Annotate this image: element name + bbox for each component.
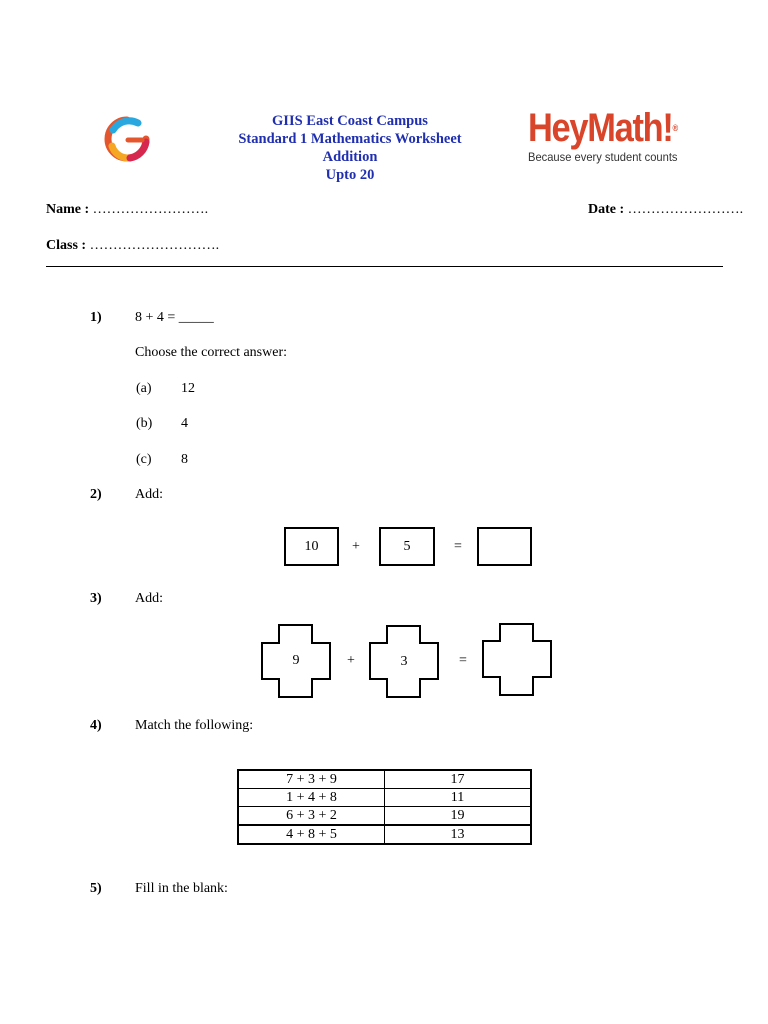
question-3-prompt: Add:	[135, 591, 163, 606]
date-label: Date :	[588, 202, 625, 217]
option-c-letter: (c)	[136, 452, 152, 467]
date-dots: …………………….	[627, 202, 744, 217]
question-2-number: 2)	[90, 487, 102, 502]
heymath-tagline: Because every student counts	[528, 150, 678, 164]
q2-addend-a-box	[284, 527, 339, 566]
q3-equals-sign: =	[459, 653, 467, 668]
question-1-prompt: Choose the correct answer:	[135, 345, 287, 360]
question-4-prompt: Match the following:	[135, 718, 254, 733]
match-row	[238, 825, 531, 844]
q3-addend-b-cross	[369, 625, 439, 698]
q3-plus-sign: +	[347, 653, 355, 668]
question-2-prompt: Add:	[135, 487, 163, 502]
match-answer[interactable]: 11	[385, 789, 532, 807]
class-field[interactable]	[46, 238, 219, 254]
school-logo-icon	[104, 116, 150, 162]
name-label: Name :	[46, 202, 90, 217]
class-label: Class :	[46, 238, 87, 253]
match-expression[interactable]: 6 + 3 + 2	[238, 807, 385, 826]
option-c-value[interactable]: 8	[181, 452, 188, 467]
q3-addend-b: 3	[400, 653, 408, 669]
class-dots: ……………………….	[89, 238, 220, 253]
match-table	[237, 769, 532, 845]
question-1-number: 1)	[90, 310, 102, 325]
name-dots: …………………….	[92, 202, 209, 217]
q3-addend-a: 9	[292, 653, 300, 668]
date-field[interactable]	[588, 202, 743, 218]
heymath-logo	[528, 108, 698, 164]
worksheet-title: Standard 1 Mathematics Worksheet	[238, 131, 462, 147]
question-3-number: 3)	[90, 591, 102, 606]
q2-answer-box[interactable]	[477, 527, 532, 566]
question-1-expression: 8 + 4 = _____	[135, 310, 214, 325]
question-5-prompt: Fill in the blank:	[135, 881, 228, 896]
match-answer[interactable]: 13	[385, 825, 532, 844]
option-a-letter: (a)	[136, 381, 152, 396]
option-b-letter: (b)	[136, 416, 153, 431]
option-b-value[interactable]: 4	[181, 416, 188, 431]
q2-plus-sign: +	[352, 539, 360, 554]
q2-addend-a: 10	[304, 538, 319, 554]
match-expression[interactable]: 7 + 3 + 9	[238, 770, 385, 789]
q2-addend-b-box	[379, 527, 435, 566]
q2-addend-b: 5	[403, 538, 411, 554]
match-answer[interactable]: 19	[385, 807, 532, 826]
q3-addend-a-cross	[261, 624, 331, 698]
name-field[interactable]	[46, 202, 208, 218]
question-4-number: 4)	[90, 718, 102, 733]
q3-answer-cross[interactable]	[482, 623, 552, 696]
match-row	[238, 770, 531, 789]
worksheet-topic: Addition	[322, 149, 378, 165]
worksheet-header	[200, 112, 500, 184]
school-name: GIIS East Coast Campus	[272, 113, 428, 129]
match-expression[interactable]: 1 + 4 + 8	[238, 789, 385, 807]
question-5-number: 5)	[90, 881, 102, 896]
header-divider	[46, 266, 723, 267]
worksheet-range: Upto 20	[325, 167, 375, 183]
heymath-wordmark: HeyMath!	[528, 106, 673, 150]
match-answer[interactable]: 17	[385, 770, 532, 789]
option-a-value[interactable]: 12	[181, 381, 195, 396]
registered-mark: ®	[672, 123, 679, 133]
match-expression[interactable]: 4 + 8 + 5	[238, 825, 385, 844]
match-row	[238, 807, 531, 826]
match-row	[238, 789, 531, 807]
q2-equals-sign: =	[454, 539, 462, 554]
